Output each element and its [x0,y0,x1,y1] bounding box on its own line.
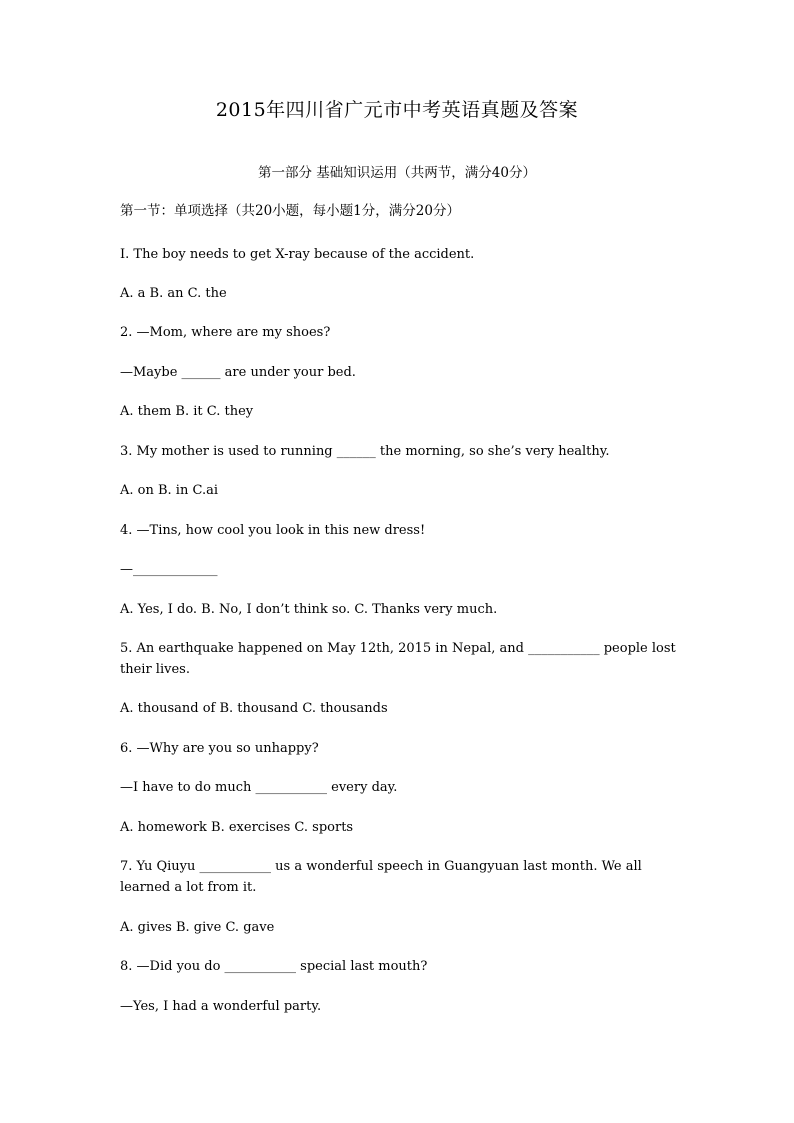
question-4-response: —_____________ [120,562,218,577]
question-7-options: A. gives B. give C. gave [120,920,275,935]
question-4-options: A. Yes, I do. B. No, I don’t think so. C. Thanks very much. [120,602,498,617]
section-heading: 第一节：单项选择（共20小题，每小题1分，满分20分） [120,203,460,219]
question-6-stem: 6. —Why are you so unhappy? [120,741,319,756]
question-2-options: A. them B. it C. they [120,404,254,419]
question-2-response: —Maybe ______ are under your bed. [120,365,356,380]
question-1-stem: I. The boy needs to get X-ray because of the accident. [120,247,475,262]
question-2-stem: 2. —Mom, where are my shoes? [120,325,331,340]
document-title: 2015年四川省广元市中考英语真题及答案 [215,99,579,121]
question-8-response: —Yes, I had a wonderful party. [120,999,322,1014]
question-6-options: A. homework B. exercises C. sports [120,820,354,835]
part-heading: 第一部分 基础知识运用（共两节，满分40分） [258,165,536,181]
question-8-stem: 8. —Did you do ___________ special last mouth? [120,959,428,974]
question-5-options: A. thousand of B. thousand C. thousands [120,701,388,716]
question-3-stem: 3. My mother is used to running ______ the morning, so she’s very healthy. [120,444,610,459]
question-7-stem: 7. Yu Qiuyu ___________ us a wonderful speech in Guangyuan last month. We all learned a lot from it. [120,859,642,895]
question-6-response: —I have to do much ___________ every day. [120,780,398,795]
question-4-stem: 4. —Tins, how cool you look in this new dress! [120,523,426,538]
question-1-options: A. a B. an C. the [120,286,227,301]
question-3-options: A. on B. in C.ai [120,483,218,498]
question-5-stem: 5. An earthquake happened on May 12th, 2015 in Nepal, and ___________ people lost their lives. [120,641,676,677]
